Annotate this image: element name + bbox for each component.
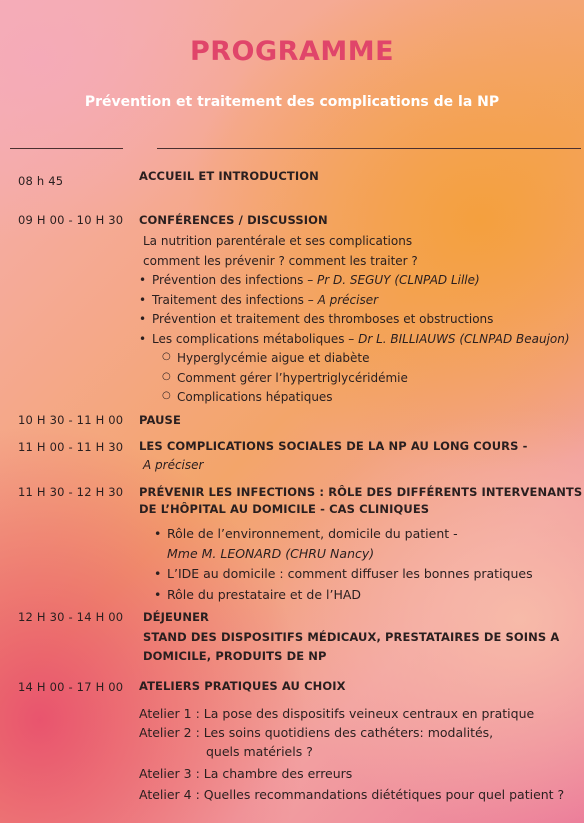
session-title: PRÉVENIR LES INFECTIONS : RÔLE DES DIFFÉRENTS INTERVENANTS <box>139 485 583 499</box>
session-title: DOMICILE, PRODUITS DE NP <box>143 649 327 663</box>
session-note: A préciser <box>143 458 204 472</box>
divider-left <box>10 148 123 149</box>
time-slot: 14 H 00 - 17 H 00 <box>18 680 124 694</box>
list-item: • L’IDE au domicile : comment diffuser les bonnes pratiques <box>167 566 533 581</box>
list-item: • Les complications métaboliques – Dr L. BILLIAUWS (CLNPAD Beaujon) <box>152 332 570 346</box>
list-item: • Rôle de l’environnement, domicile du patient - <box>167 526 458 541</box>
session-title: DE L’HÔPITAL AU DOMICILE - CAS CLINIQUES <box>139 502 430 516</box>
time-slot: 08 h 45 <box>18 174 64 188</box>
workshop-item: Atelier 2 : Les soins quotidiens des cathéters: modalités, <box>139 725 494 740</box>
session-title: STAND DES DISPOSITIFS MÉDICAUX, PRESTATAIRES DE SOINS A <box>143 630 560 644</box>
time-slot: 12 H 30 - 14 H 00 <box>18 610 124 624</box>
workshop-item: quels matériels ? <box>206 744 313 759</box>
sub-list-item: ○ Complications hépatiques <box>177 390 333 404</box>
session-title: LES COMPLICATIONS SOCIALES DE LA NP AU LONG COURS - <box>139 439 528 453</box>
page-title: PROGRAMME <box>189 36 395 67</box>
workshop-item: Atelier 3 : La chambre des erreurs <box>139 766 353 781</box>
sub-list-item: ○ Comment gérer l’hypertriglycéridémie <box>177 371 408 385</box>
list-item: • Traitement des infections – A préciser <box>152 293 378 307</box>
list-item: • Prévention des infections – Pr D. SEGUY (CLNPAD Lille) <box>152 273 480 287</box>
session-intro: comment les prévenir ? comment les traiter ? <box>143 254 418 268</box>
list-item: • Prévention et traitement des thromboses et obstructions <box>152 312 493 326</box>
workshop-item: Atelier 1 : La pose des dispositifs veineux centraux en pratique <box>139 706 535 721</box>
session-title: ATELIERS PRATIQUES AU CHOIX <box>139 679 346 693</box>
time-slot: 09 H 00 - 10 H 30 <box>18 213 124 227</box>
session-intro: La nutrition parentérale et ses complications <box>143 234 413 248</box>
session-title: CONFÉRENCES / DISCUSSION <box>139 213 328 227</box>
divider-right <box>157 148 581 149</box>
session-title: PAUSE <box>139 413 181 427</box>
page-subtitle: Prévention et traitement des complications de la NP <box>84 94 500 110</box>
sub-list-item: ○ Hyperglycémie aigue et diabète <box>177 351 370 365</box>
workshop-item: Atelier 4 : Quelles recommandations diététiques pour quel patient ? <box>139 787 565 802</box>
time-slot: 11 H 00 - 11 H 30 <box>18 440 124 454</box>
time-slot: 10 H 30 - 11 H 00 <box>18 413 124 427</box>
time-slot: 11 H 30 - 12 H 30 <box>18 485 124 499</box>
list-item: • Rôle du prestataire et de l’HAD <box>167 587 361 602</box>
speaker: Mme M. LEONARD (CHRU Nancy) <box>167 546 375 561</box>
session-title: ACCUEIL ET INTRODUCTION <box>139 169 319 183</box>
session-title: DÉJEUNER <box>143 610 210 624</box>
